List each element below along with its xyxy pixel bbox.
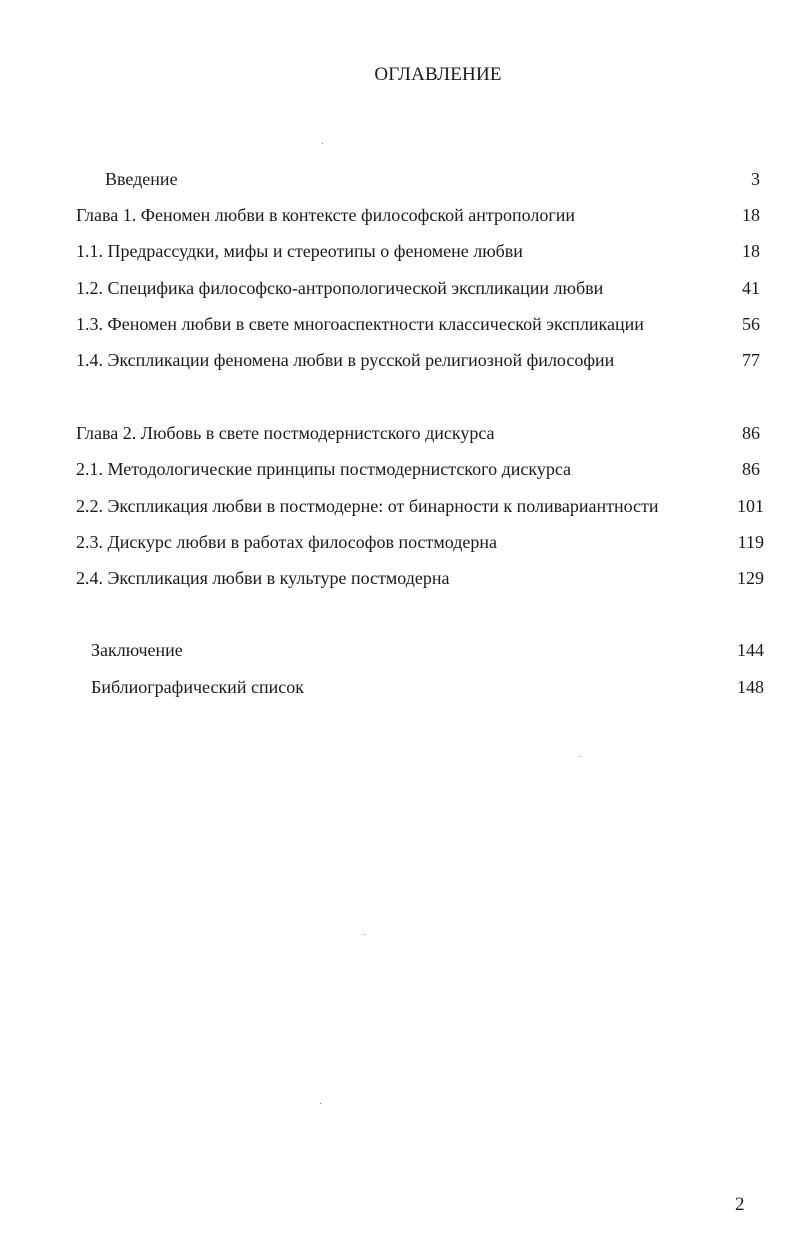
toc-entry-section-2-1: 2.1. Методологические принципы постмодернистского дискурса: [76, 459, 572, 479]
toc-entry-bibliography: Библиографический список: [91, 677, 304, 697]
toc-page-section-1-4: 77: [742, 350, 760, 370]
toc-page-chapter-2: 86: [742, 423, 760, 443]
toc-page-bibliography: 148: [737, 677, 764, 697]
toc-entry-section-1-3: 1.3. Феномен любви в свете многоаспектности классической экспликации: [76, 314, 644, 334]
scan-speck: [580, 756, 581, 757]
toc-page-section-2-2: 101: [737, 496, 764, 516]
toc-entry-section-1-4: 1.4. Экспликации феномена любви в русской религиозной философии: [76, 350, 615, 370]
toc-page-section-2-1: 86: [742, 459, 760, 479]
toc-page-section-1-2: 41: [742, 278, 760, 298]
toc-entry-section-1-2: 1.2. Специфика философско-антропологической экспликации любви: [76, 278, 604, 298]
toc-page-conclusion: 144: [737, 640, 764, 660]
scan-speck: [320, 1103, 321, 1104]
toc-page-section-2-3: 119: [737, 532, 764, 552]
toc-page-chapter-1: 18: [742, 205, 760, 225]
toc-page-section-1-1: 18: [742, 241, 760, 261]
toc-page-section-1-3: 56: [742, 314, 760, 334]
toc-heading: ОГЛАВЛЕНИЕ: [374, 64, 502, 85]
toc-entry-section-2-3: 2.3. Дискурс любви в работах философов постмодерна: [76, 532, 498, 552]
toc-entry-introduction: Введение: [105, 169, 178, 189]
toc-entry-chapter-1: Глава 1. Феномен любви в контексте философской антропологии: [76, 205, 576, 225]
toc-entry-section-1-1: 1.1. Предрассудки, мифы и стереотипы о феномене любви: [76, 241, 523, 261]
scan-speck: [364, 934, 365, 935]
toc-page-introduction: 3: [751, 169, 760, 189]
toc-entry-conclusion: Заключение: [91, 640, 183, 660]
scan-speck: [322, 143, 323, 144]
toc-entry-section-2-4: 2.4. Экспликация любви в культуре постмодерна: [76, 568, 450, 588]
toc-page-section-2-4: 129: [737, 568, 764, 588]
toc-entry-section-2-2: 2.2. Экспликация любви в постмодерне: от бинарности к поливариантности: [76, 496, 659, 516]
toc-entry-chapter-2: Глава 2. Любовь в свете постмодернистского дискурса: [76, 423, 495, 443]
page-number: 2: [735, 1194, 745, 1215]
